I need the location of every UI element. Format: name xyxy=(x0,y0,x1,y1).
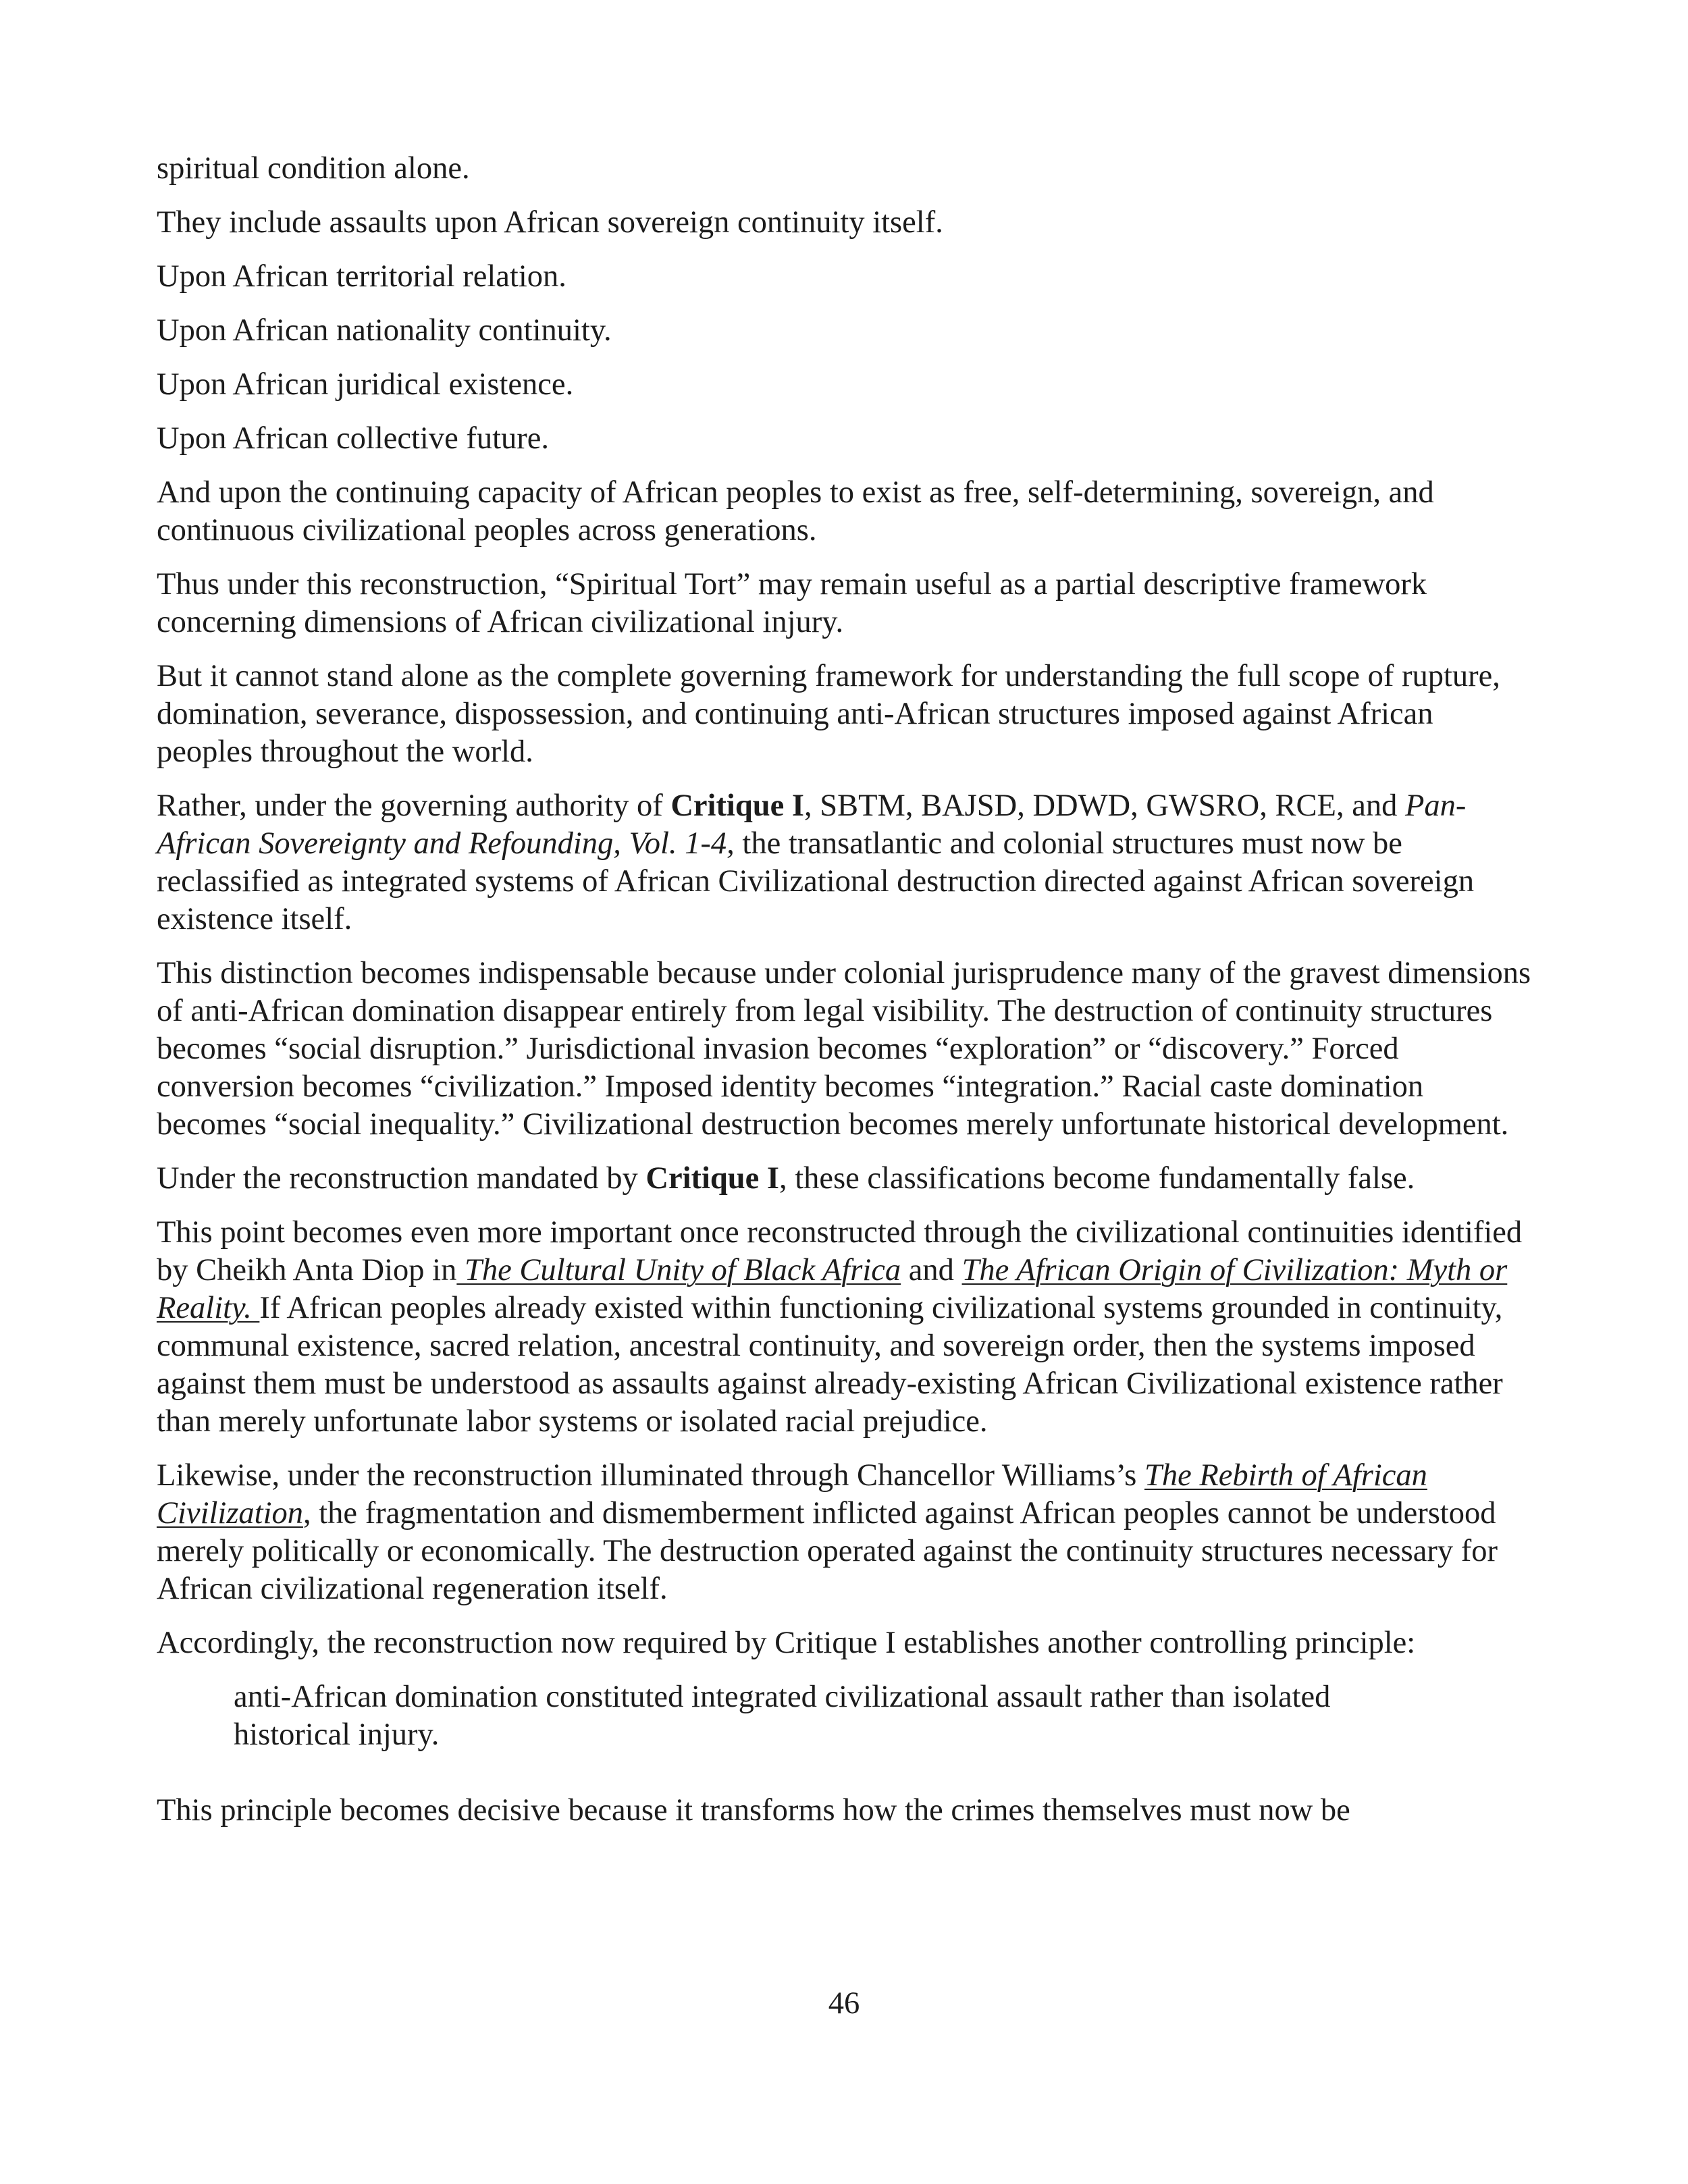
paragraph: This principle becomes decisive because it transforms how the crimes themselves must now be xyxy=(157,1793,1350,1828)
paragraph xyxy=(157,1160,1531,1198)
paragraph xyxy=(157,1214,1531,1441)
book-reference: The Rebirth of African Civilization xyxy=(157,1458,1427,1530)
text-run: Under the reconstruction mandated by xyxy=(157,1161,646,1196)
paragraph: Upon African juridical existence. xyxy=(157,367,574,402)
text-run: Likewise, under the reconstruction illuminated through Chancellor Williams’s xyxy=(157,1458,1144,1493)
paragraph: But it cannot stand alone as the complete governing framework for understanding the full scope of rupture, domination, severance, dispossession, and continuing anti-African structures imposed against African peoples throughout the world. xyxy=(157,659,1500,769)
paragraph xyxy=(157,787,1531,938)
text-run: the transatlantic and colonial structures must now be reclassified as integrated systems of African Civilizational destruction directed against African sovereign existence itself. xyxy=(157,826,1475,936)
bold-term: Critique I xyxy=(670,789,804,823)
paragraph: Upon African territorial relation. xyxy=(157,259,566,294)
book-reference: The African Origin of Civilization: Myth or Reality. xyxy=(157,1253,1508,1325)
paragraph: Accordingly, the reconstruction now required by Critique I establishes another controlling principle: xyxy=(157,1626,1416,1660)
text-run: , SBTM, BAJSD, DDWD, GWSRO, RCE, and xyxy=(803,789,1405,823)
text-run: This point becomes even more important once reconstructed through the civilizational continuities identified by Cheikh Anta Diop in xyxy=(157,1215,1523,1287)
text-run: , the fragmentation and dismemberment inflicted against African peoples cannot be understood merely politically or economically. The destruction operated against the continuity structures necessary for African civilizational regeneration itself. xyxy=(157,1496,1498,1606)
paragraph: Upon African collective future. xyxy=(157,421,550,456)
page-number: 46 xyxy=(828,1986,860,2021)
paragraph: Upon African nationality continuity. xyxy=(157,313,612,348)
bold-term: Critique I xyxy=(645,1161,780,1196)
paragraph: Thus under this reconstruction, “Spiritual Tort” may remain useful as a partial descriptive framework concerning dimensions of African civilizational injury. xyxy=(157,567,1427,639)
paragraph: spiritual condition alone. xyxy=(157,151,470,186)
block-quote: anti-African domination constituted integrated civilizational assault rather than isolated historical injury. xyxy=(234,1680,1331,1752)
document-body xyxy=(157,150,1531,1830)
text-run: , these classifications become fundamentally false. xyxy=(779,1161,1415,1196)
book-reference: The Cultural Unity of Black Africa xyxy=(456,1253,901,1287)
paragraph: This distinction becomes indispensable because under colonial jurisprudence many of the gravest dimensions of anti-African domination disappear entirely from legal visibility. The destruction of continuity structures becomes “social disruption.” Jurisdictional invasion becomes “exploration” or “discovery.” Forced conversion becomes “civilization.” Imposed identity becomes “integration.” Racial caste domination becomes “social inequality.” Civilizational destruction becomes merely unfortunate historical development. xyxy=(157,956,1531,1142)
text-run: If African peoples already existed within functioning civilizational systems grounded in continuity, communal existence, sacred relation, ancestral continuity, and sovereign order, then the systems imposed against them must be understood as assaults against already-existing African Civilizational existence rather than merely unfortunate labor systems or isolated racial prejudice. xyxy=(157,1291,1503,1439)
text-run: and xyxy=(901,1253,962,1287)
text-run: Rather, under the governing authority of xyxy=(157,789,671,823)
paragraph: They include assaults upon African sovereign continuity itself. xyxy=(157,205,943,240)
paragraph xyxy=(157,1457,1531,1608)
paragraph: And upon the continuing capacity of African peoples to exist as free, self-determining, sovereign, and continuous civilizational peoples across generations. xyxy=(157,475,1434,548)
italic-title: Pan-African Sovereignty and Refounding, Vol. 1-4, xyxy=(157,789,1467,861)
